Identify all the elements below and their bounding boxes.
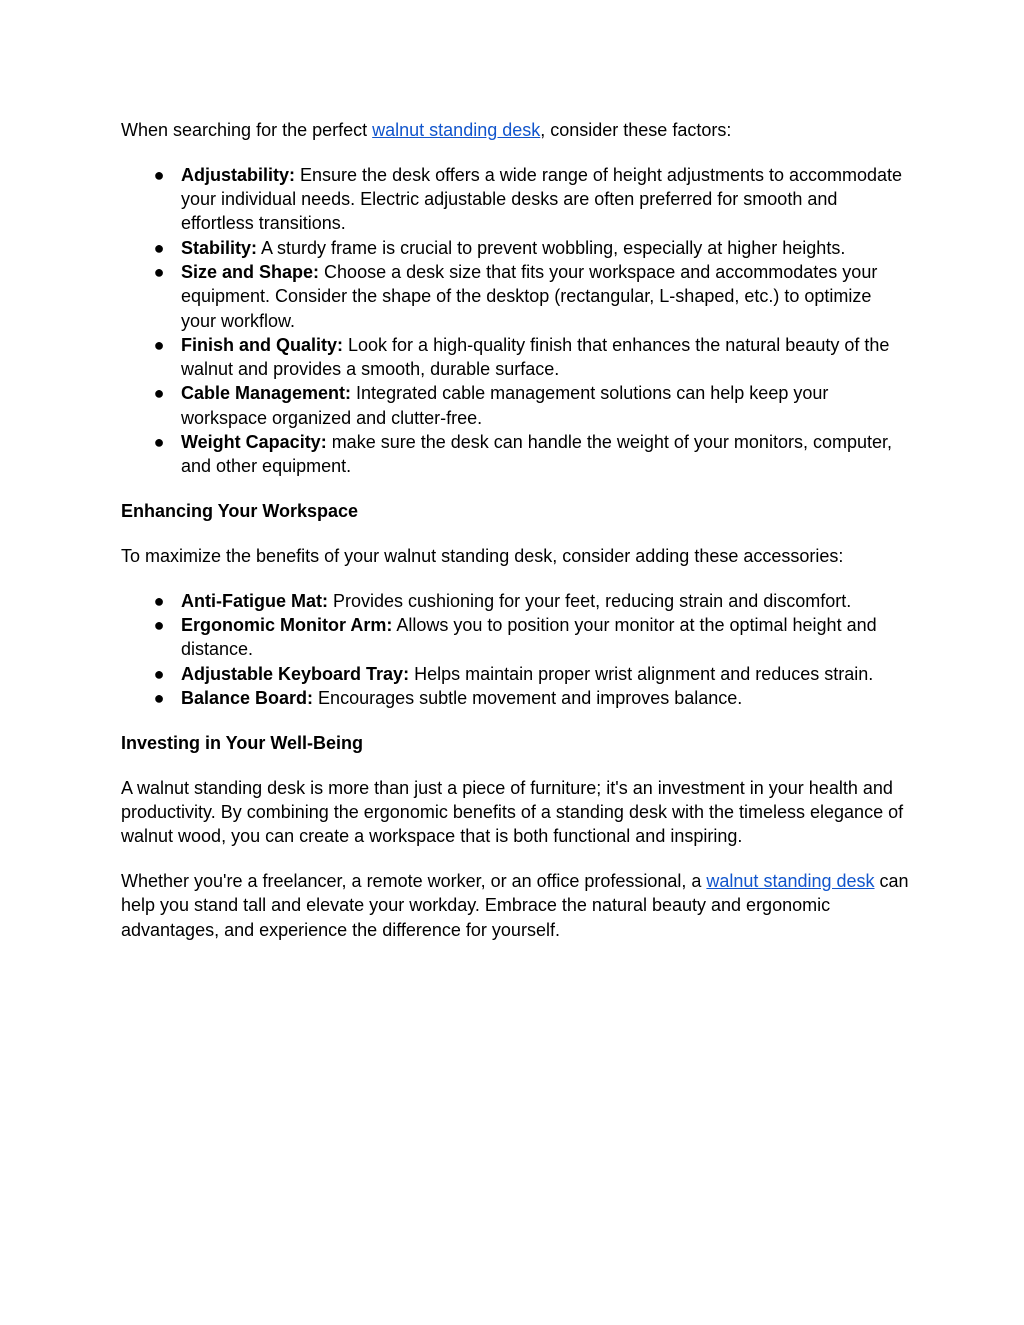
factor-text: Look for a high-quality finish that enhances the natural beauty of the walnut and provides a smooth, durable surface.	[181, 334, 890, 380]
document-body	[121, 118, 911, 962]
list-item	[121, 686, 911, 710]
walnut-standing-desk-link[interactable]: walnut standing desk	[706, 870, 875, 891]
factor-text: Ensure the desk offers a wide range of height adjustments to accommodate your individual needs. Electric adjustable desks are often preferred for smooth and effortless transitions.	[181, 164, 903, 234]
list-item	[121, 260, 911, 333]
list-item	[121, 589, 911, 613]
bullet-icon: ●	[153, 615, 165, 636]
wellbeing-heading: Investing in Your Well-Being	[121, 732, 364, 753]
list-item	[121, 163, 911, 236]
bullet-icon: ●	[153, 687, 165, 708]
factor-text: Integrated cable management solutions can help keep your workspace organized and clutter-free.	[181, 383, 829, 428]
factor-term: Finish and Quality:	[181, 334, 344, 355]
factor-term: Adjustability:	[181, 164, 296, 185]
workspace-heading: Enhancing Your Workspace	[121, 501, 359, 522]
closing-text-before: Whether you're a freelancer, a remote worker, or an office professional, a	[121, 870, 707, 891]
closing-text-after: can help you stand tall and elevate your workday. Embrace the natural beauty and ergonomic advantages, and experience the difference for yourself.	[121, 870, 909, 940]
accessory-term: Adjustable Keyboard Tray:	[181, 663, 410, 684]
intro-text-before: When searching for the perfect	[121, 120, 373, 140]
bullet-icon: ●	[153, 334, 165, 355]
list-item	[121, 236, 911, 260]
factors-list	[121, 163, 911, 479]
intro-paragraph	[121, 118, 911, 142]
bullet-icon: ●	[153, 383, 165, 404]
accessory-text: Encourages subtle movement and improves balance.	[313, 687, 743, 708]
accessory-term: Anti-Fatigue Mat:	[181, 590, 328, 611]
factor-term: Size and Shape:	[181, 261, 320, 282]
bullet-icon: ●	[153, 261, 165, 282]
factor-term: Weight Capacity:	[181, 432, 327, 453]
bullet-icon: ●	[153, 432, 165, 453]
accessory-term: Balance Board:	[181, 687, 314, 708]
accessory-text: Allows you to position your monitor at the optimal height and distance.	[181, 615, 877, 660]
bullet-icon: ●	[153, 663, 165, 684]
closing-paragraph	[121, 869, 911, 942]
factor-term: Stability:	[181, 237, 258, 258]
accessories-list	[121, 589, 911, 710]
accessory-text: Helps maintain proper wrist alignment and reduces strain.	[409, 663, 874, 684]
workspace-intro-paragraph: To maximize the benefits of your walnut standing desk, consider adding these accessories:	[121, 545, 844, 566]
intro-text-after: , consider these factors:	[540, 120, 732, 140]
list-item	[121, 381, 911, 430]
list-item	[121, 613, 911, 662]
factor-text: A sturdy frame is crucial to prevent wobbling, especially at higher heights.	[257, 237, 846, 258]
factor-text: make sure the desk can handle the weight of your monitors, computer, and other equipment.	[181, 432, 892, 477]
wellbeing-paragraph: A walnut standing desk is more than just a piece of furniture; it's an investment in your health and productivity. By combining the ergonomic benefits of a standing desk with the timeless elegance of walnut wood, you can create a workspace that is both functional and inspiring.	[121, 777, 904, 847]
list-item	[121, 333, 911, 382]
walnut-standing-desk-link[interactable]: walnut standing desk	[372, 120, 541, 140]
factor-term: Cable Management:	[181, 383, 352, 404]
accessory-term: Ergonomic Monitor Arm:	[181, 615, 393, 636]
factor-text: Choose a desk size that fits your workspace and accommodates your equipment. Consider the shape of the desktop (rectangular, L-shaped, etc.) to optimize your workflow.	[181, 261, 878, 331]
accessory-text: Provides cushioning for your feet, reducing strain and discomfort.	[327, 590, 852, 611]
list-item	[121, 430, 911, 479]
bullet-icon: ●	[153, 590, 165, 611]
list-item	[121, 662, 911, 686]
bullet-icon: ●	[153, 237, 165, 258]
bullet-icon: ●	[153, 164, 165, 185]
